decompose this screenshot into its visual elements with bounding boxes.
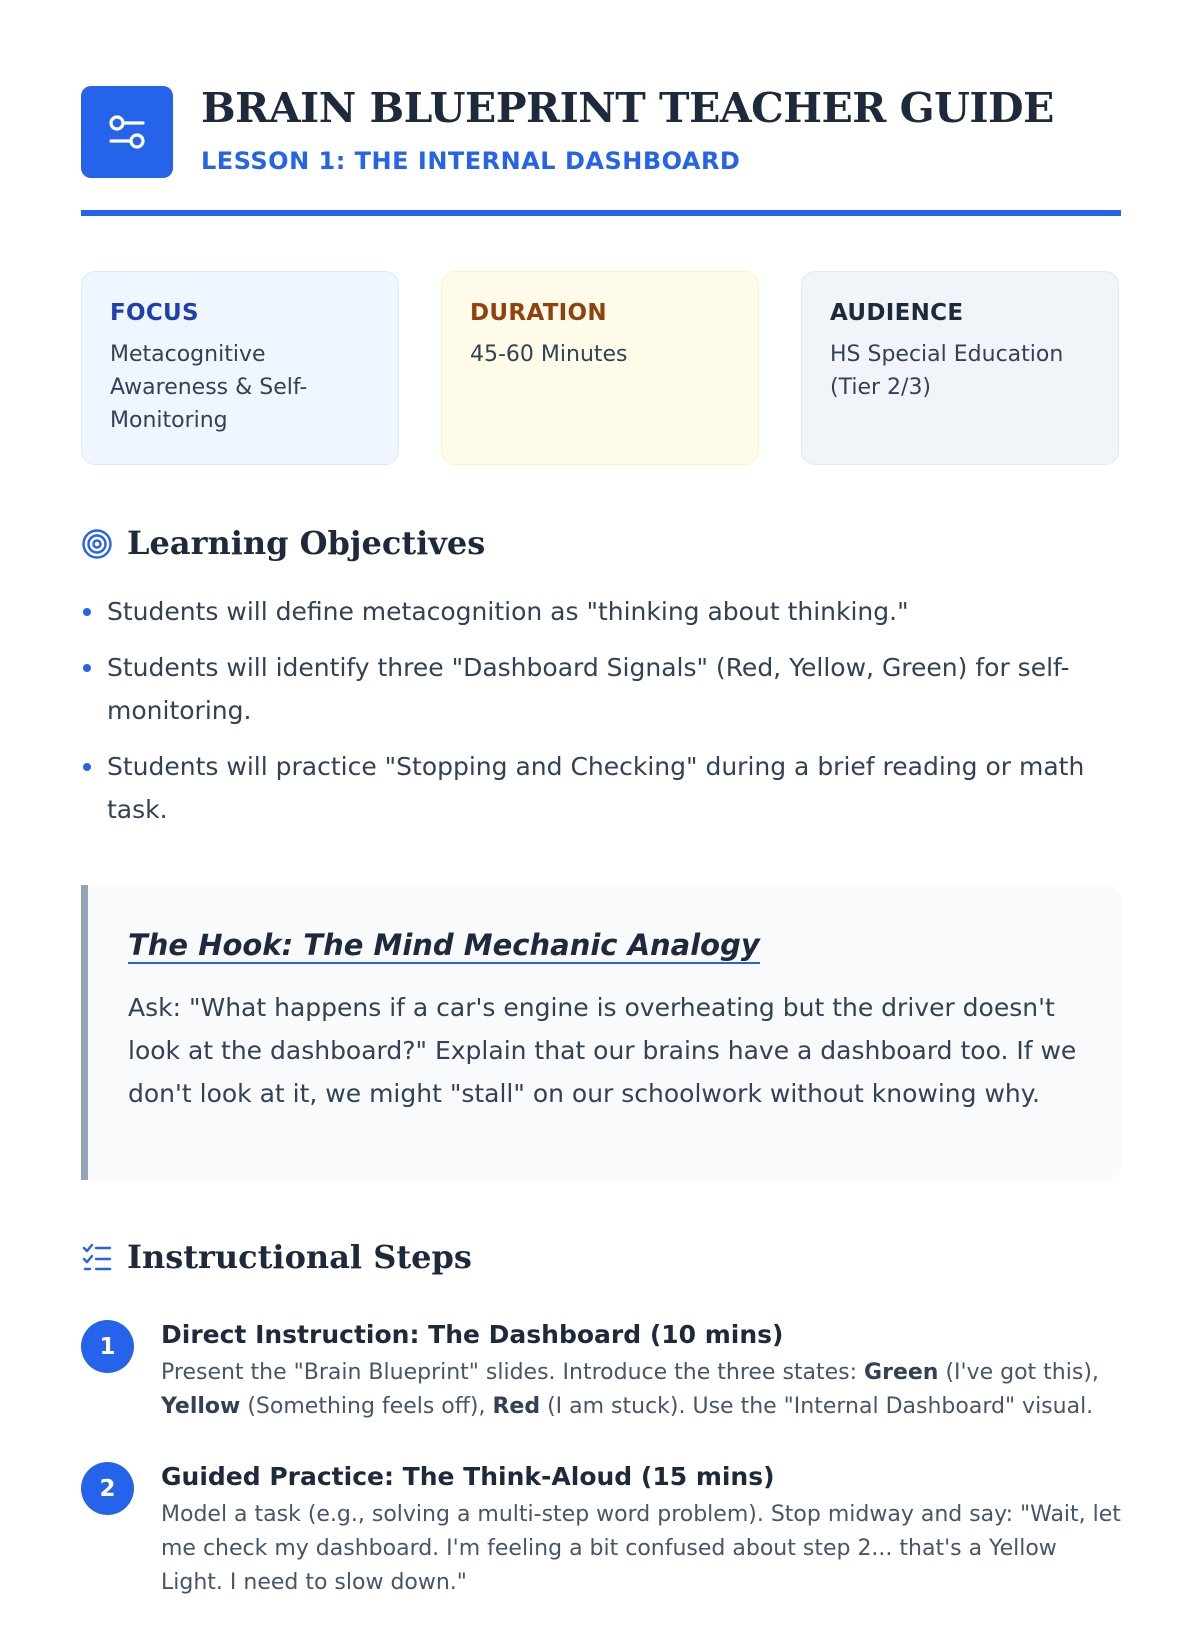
audience-card bbox=[801, 271, 1119, 465]
step-body: Model a task (e.g., solving a multi-step word problem). Stop midway and say: "Wait, let me check my dashboard. I'm feeling a bit confused about step 2... that's a Yellow Light. I need to slow down." bbox=[161, 1502, 1121, 1595]
section-heading-text: Learning Objectives bbox=[127, 524, 486, 562]
step-number-badge: 1 bbox=[81, 1320, 134, 1373]
step-body-text: (I've got this), bbox=[938, 1360, 1099, 1385]
hook-text: Ask: "What happens if a car's engine is overheating but the driver doesn't look at the dashboard?" Explain that our brains have a dashboard too. If we don't look at it, we might "stall" on our schoolwork without knowing why. bbox=[128, 993, 1077, 1108]
sliders-toggle-icon bbox=[81, 86, 173, 178]
objectives-list bbox=[81, 590, 1121, 844]
list-item bbox=[81, 745, 1121, 831]
list-item bbox=[81, 590, 1121, 633]
state-yellow-label: Yellow bbox=[161, 1394, 241, 1419]
step-body-text: Present the "Brain Blueprint" slides. Introduce the three states: bbox=[161, 1360, 865, 1385]
checklist-icon bbox=[81, 1242, 113, 1282]
lesson-subtitle: LESSON 1: THE INTERNAL DASHBOARD bbox=[201, 147, 741, 175]
bullet-icon bbox=[83, 664, 91, 672]
duration-card bbox=[441, 271, 759, 465]
step-body-text: (I am stuck). Use the "Internal Dashboard" visual. bbox=[540, 1394, 1094, 1419]
focus-card bbox=[81, 271, 399, 465]
card-text: HS Special Education (Tier 2/3) bbox=[830, 342, 1064, 400]
state-red-label: Red bbox=[492, 1394, 541, 1419]
objective-text: Students will practice "Stopping and Checking" during a brief reading or math task. bbox=[107, 752, 1085, 824]
state-green-label: Green bbox=[864, 1360, 939, 1385]
step-body bbox=[161, 1356, 1121, 1424]
step-title: Direct Instruction: The Dashboard (10 mins) bbox=[161, 1320, 784, 1349]
objective-text: Students will identify three "Dashboard Signals" (Red, Yellow, Green) for self-monitoring. bbox=[107, 653, 1070, 725]
hook-title: The Hook: The Mind Mechanic Analogy bbox=[128, 928, 760, 962]
card-text: 45-60 Minutes bbox=[470, 342, 628, 367]
card-label: FOCUS bbox=[110, 300, 199, 326]
list-item bbox=[81, 646, 1121, 732]
guide-header bbox=[81, 86, 1121, 216]
page-title: BRAIN BLUEPRINT TEACHER GUIDE bbox=[201, 84, 1054, 132]
info-cards bbox=[81, 271, 1121, 467]
step-number-badge: 2 bbox=[81, 1462, 134, 1515]
section-heading-text: Instructional Steps bbox=[127, 1238, 472, 1276]
header-divider bbox=[81, 210, 1121, 216]
card-label: AUDIENCE bbox=[830, 300, 964, 326]
target-icon bbox=[81, 528, 113, 568]
step-title: Guided Practice: The Think-Aloud (15 mins) bbox=[161, 1462, 775, 1491]
bullet-icon bbox=[83, 763, 91, 771]
objective-text: Students will define metacognition as "thinking about thinking." bbox=[107, 597, 909, 626]
steps-list bbox=[81, 1318, 1121, 1636]
step-item bbox=[81, 1460, 1121, 1600]
card-text: Metacognitive Awareness & Self-Monitoring bbox=[110, 342, 308, 433]
hook-callout bbox=[81, 885, 1121, 1180]
step-item bbox=[81, 1318, 1121, 1424]
step-body-text: (Something feels off), bbox=[240, 1394, 493, 1419]
card-label: DURATION bbox=[470, 300, 607, 326]
bullet-icon bbox=[83, 608, 91, 616]
